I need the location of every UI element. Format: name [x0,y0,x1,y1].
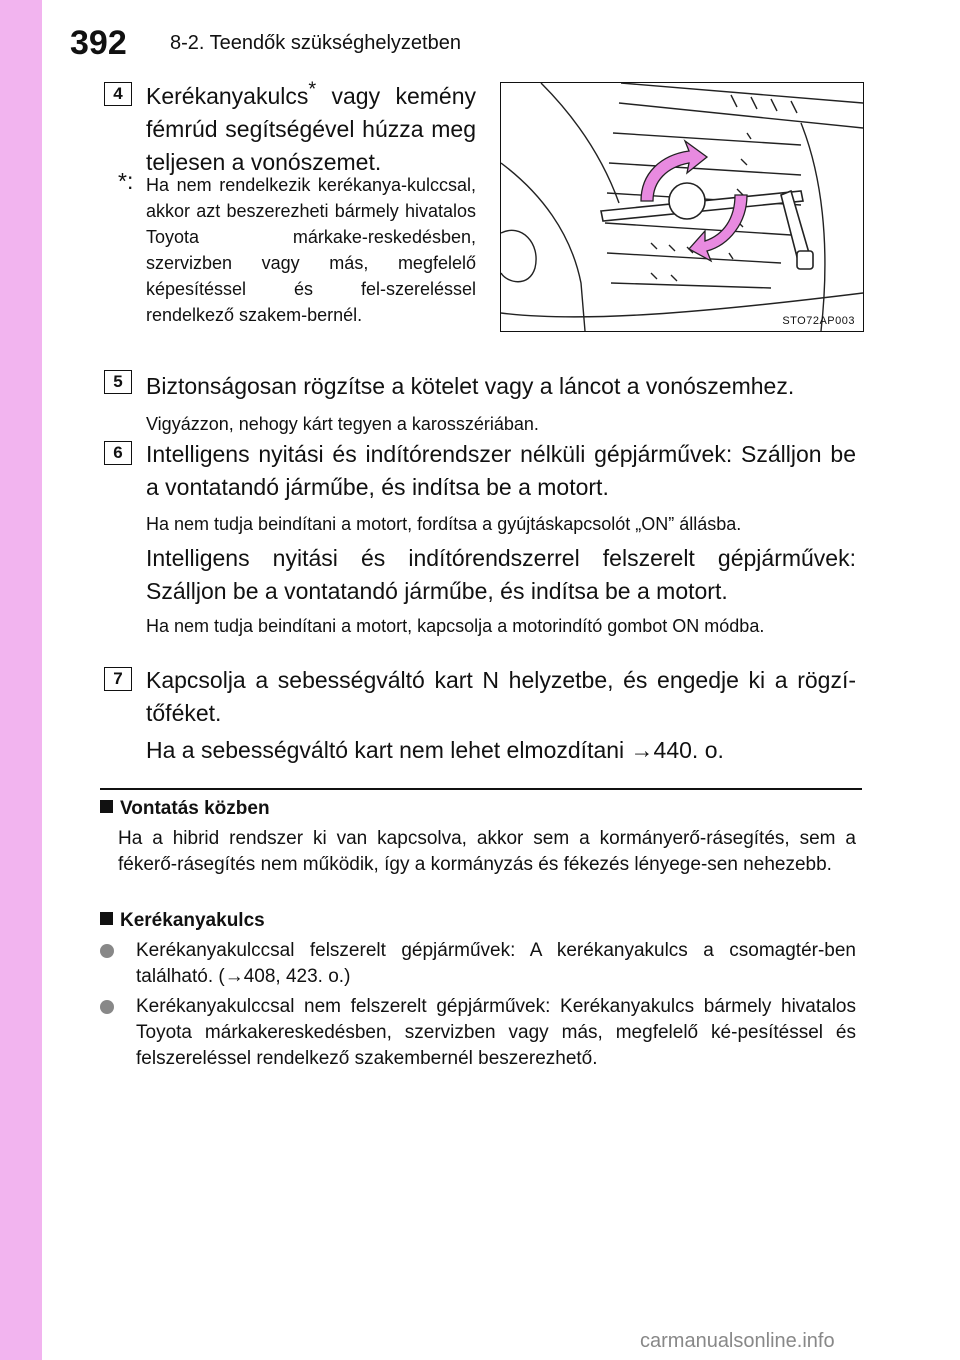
watermark: carmanualsonline.info [640,1330,835,1352]
info-heading-wheel-wrench: Kerékanyakulcs [100,910,265,932]
section-divider [100,788,862,790]
step-number-7: 7 [104,667,132,691]
figure-code: STO72AP003 [782,315,855,327]
tow-eye-drawing [501,83,863,331]
step-6-text-2: Intelligens nyitási és indítórendszerrel felszerelt gépjárművek: Szálljon be a vontatandó járműbe, és indítsa be a motort. [146,545,856,604]
step-6-text: Intelligens nyitási és indítórendszer nélküli gépjárművek: Szálljon be a vontatandó járműbe, és indítsa be a motort. [146,441,856,500]
tow-eye-illustration [500,82,864,332]
footnote-star-marker: * [308,78,317,101]
info-bullet-2: Kerékanyakulccsal nem felszerelt gépjárművek: Kerékanyakulcs bármely hivatalos Toyota márkakereskedésben, szervizben vagy más, megfelelő ké-pesítéssel és felszereléssel rendelkező szakembernél beszerezhető. [136,996,856,1069]
page-number: 392 [70,24,127,62]
step-number-6: 6 [104,441,132,465]
square-bullet-icon [100,800,113,813]
step-4-text: Kerékanyakulcs* vagy kemény fémrúd segítségével húzza meg teljesen a vonószemet. [146,78,476,175]
step-7-text: Kapcsolja a sebességváltó kart N helyzetbe, és engedje ki a rögzí-tőféket. [146,667,856,726]
chapter-sidebar [0,0,42,1360]
footnote-mark: *: [118,168,134,194]
round-bullet-icon [100,944,114,958]
info-body-towing: Ha a hibrid rendszer ki van kapcsolva, akkor sem a kormányerő-rásegítés, sem a fékerő-rásegítés nem működik, így a kormányzás és fékezés lényege-sen nehezebb. [118,828,856,875]
step-number-4: 4 [104,82,132,106]
step-number-5: 5 [104,370,132,394]
step-5-note: Vigyázzon, nehogy kárt tegyen a karosszériában. [146,414,539,434]
info-heading-towing: Vontatás közben [100,798,270,820]
square-bullet-icon [100,912,113,925]
step-6-note: Ha nem tudja beindítani a motort, fordítsa a gyújtáskapcsolót „ON” állásba. [146,514,742,534]
step-4-footnote: Ha nem rendelkezik kerékanya-kulccsal, akkor azt beszerezheti bármely hivatalos Toyota márkake-reskedésben, szervizben vagy más, megfelelő képesítéssel és fel-szereléssel rendelkező szakem-bernél. [146,175,476,325]
section-title: 8-2. Teendők szükséghelyzetben [170,32,461,54]
info-bullet-1: Kerékanyakulccsal felszerelt gépjárművek: A kerékanyakulcs a csomagtér-ben található. (→408, 423. o.) [136,940,856,987]
step-7-text-2: Ha a sebességváltó kart nem lehet elmozdítani →440. o. [146,737,724,763]
round-bullet-icon [100,1000,114,1014]
step-5-text: Biztonságosan rögzítse a kötelet vagy a láncot a vonószemhez. [146,373,795,399]
step-6-note-2: Ha nem tudja beindítani a motort, kapcsolja a motorindító gombot ON módba. [146,616,765,636]
